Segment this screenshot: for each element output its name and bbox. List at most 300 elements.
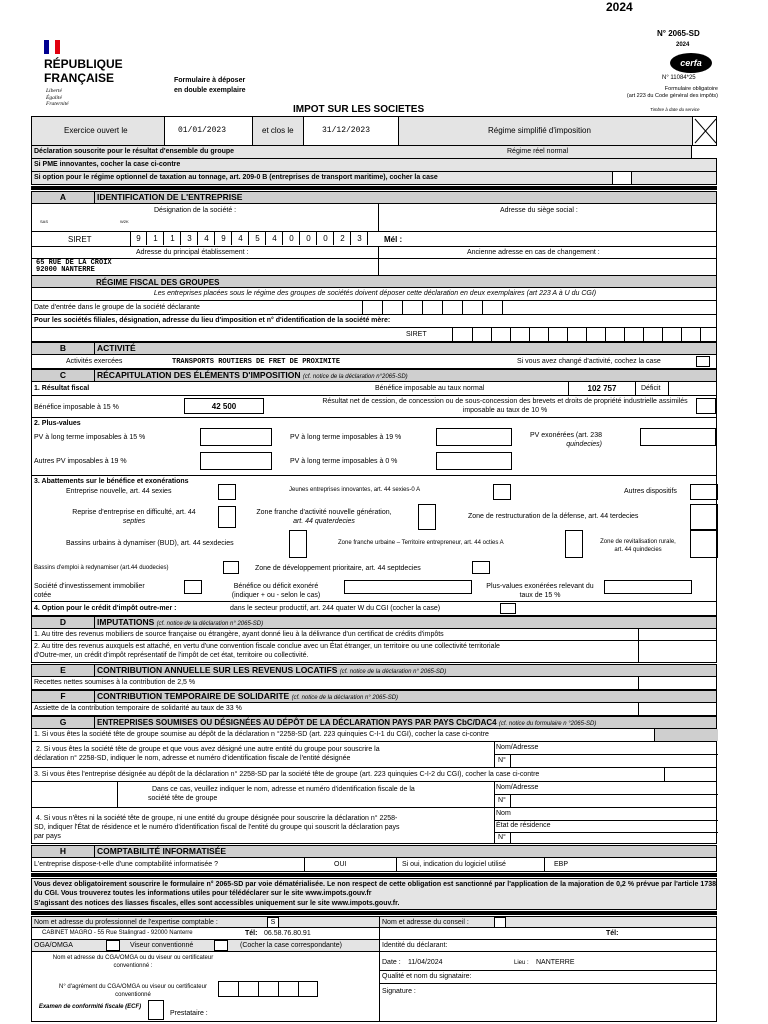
section-c-letter: C [32, 370, 95, 381]
motto-2: Égalité [46, 94, 62, 101]
section-c-title [95, 370, 716, 381]
cbc-hline-4a [495, 820, 718, 821]
cbc-spacer-3b [32, 782, 118, 807]
viseur-label: Viseur conventionné [130, 942, 194, 949]
cbc-box-1[interactable] [654, 729, 718, 741]
sas-tag: SAS [40, 219, 49, 224]
investment-label-2: cotée [34, 592, 52, 599]
new-company-text: Entreprise nouvelle, art. 44 sexies [66, 488, 172, 495]
section-f-title-text: CONTRIBUTION TEMPORAIRE DE SOLIDARITE [97, 691, 290, 701]
cerfa-number: N° 11084*25 [662, 75, 696, 81]
date-divider [442, 301, 443, 314]
agreement-divider [278, 982, 279, 996]
cbc-name-address-3b: Nom/Adresse [496, 784, 539, 791]
address-line-1: 65 RUE DE LA CROIX [36, 259, 112, 267]
activities-label: Activités exercées [66, 358, 123, 365]
provider-label: Prestataire : [170, 1010, 208, 1017]
siret-divider [605, 328, 606, 341]
counsel-label: Nom et adresse du conseil : [382, 919, 469, 926]
cbc-line-2a: 2. Si vous êtes la société tête de groupe et que vous avez désigné une autre entité du groupe pour souscrire la [36, 746, 380, 753]
rural-zone-label-2: art. 44 quindecies [614, 547, 662, 553]
overseas-label: 4. Option pour le crédit d'impôt outre-mer : [34, 605, 177, 612]
subsidiary-siret-boxes[interactable] [452, 328, 718, 341]
other-pv-box[interactable] [200, 452, 272, 470]
franc-zone-label [242, 508, 406, 526]
group-entry-row [31, 301, 717, 315]
siret-digit: 1 [148, 232, 164, 245]
section-d-title-note: (cf. notice de la déclaration n° 2065-SD) [156, 621, 264, 627]
exempt-profit-box[interactable] [344, 580, 472, 594]
oga-label: OGA/OMGA [34, 942, 73, 949]
section-f-title-note: (cf. notice de la déclaration n° 2065-SD) [291, 695, 399, 701]
regime-simplified-checkbox[interactable] [692, 117, 717, 145]
section-a-header [31, 191, 717, 204]
cbc-name-address: Nom/Adresse [496, 744, 539, 751]
siret-digit: 5 [250, 232, 266, 245]
investment-box[interactable] [184, 580, 202, 594]
rural-zone-box[interactable] [690, 530, 718, 558]
section-f-header [31, 690, 717, 703]
section-c-header [31, 369, 717, 382]
exempt-profit-label-1: Bénéfice ou déficit exonéré [233, 583, 319, 590]
pv-15-box[interactable] [200, 428, 272, 446]
cbc-state-4: État de résidence [496, 822, 551, 829]
expert-tel-label: Tél: [245, 930, 258, 937]
plus-values-label: 2. Plus-values [34, 420, 81, 427]
pv-15-label: PV à long terme imposables à 15 % [34, 434, 146, 441]
normal-rate-label: Bénéfice imposable au taux normal [375, 385, 485, 392]
siret-digit: 4 [267, 232, 283, 245]
net-result-box[interactable] [696, 398, 716, 414]
urban-free-zone-box[interactable] [565, 530, 583, 558]
footer-hline-6 [380, 983, 716, 984]
cbc-row-3 [31, 768, 717, 782]
footer-hline-4 [380, 951, 716, 952]
address-lines [31, 259, 717, 275]
ecf-label: Examen de conformité fiscale (ECF) [38, 1004, 142, 1010]
pv-exempt-label-2: quindecies) [566, 441, 602, 448]
section-g-header [31, 716, 717, 729]
section-g-title [95, 717, 716, 728]
cbc-line-3b-2: société tête de groupe [148, 795, 218, 802]
agreement-divider [258, 982, 259, 996]
siret-divider [681, 328, 682, 341]
date-value[interactable]: 11/04/2024 [408, 959, 443, 966]
mandatory-note [600, 86, 718, 100]
declarant-label: Identité du déclarant: [382, 942, 448, 949]
activity-row [31, 355, 717, 369]
stamp-note: Timbre à date du service [650, 107, 700, 112]
quality-label: Qualité et nom du signataire: [382, 973, 472, 980]
band-notice [31, 873, 717, 877]
cbc-line-3: 3. Si vous êtes l'entreprise désignée au dépôt de la déclaration n° 2258-SD par la société tête de groupe (art. 223 quinquies C-I-2 du CGI), cocher la case ci-contre [34, 771, 540, 778]
pv-exempt-label-1: PV exonérées (art. 238 [530, 432, 602, 439]
expert-label: Nom et adresse du professionnel de l'expertise comptable : [34, 919, 218, 926]
young-innov-box[interactable] [493, 484, 511, 500]
section-e-header [31, 664, 717, 677]
regime-real-checkbox[interactable] [691, 146, 717, 158]
footer-hline-3 [380, 939, 716, 940]
cbc-box-3[interactable] [664, 768, 718, 781]
section-f-letter: F [32, 691, 95, 702]
pv-0-box[interactable] [436, 452, 512, 470]
date-divider [482, 301, 483, 314]
section-a-title: IDENTIFICATION DE L'ENTREPRISE [95, 192, 716, 203]
cbc-divider-4 [494, 808, 495, 843]
cbc-num-2: N° [498, 757, 506, 764]
overseas-checkbox[interactable] [500, 603, 516, 614]
republic-line-1: RÉPUBLIQUE [44, 57, 123, 71]
section-c-title-text: RÉCAPITULATION DES ÉLÉMENTS D'IMPOSITION [97, 370, 301, 380]
group-declaration-row [31, 146, 717, 159]
agreement-divider [238, 982, 239, 996]
place-value[interactable]: NANTERRE [536, 959, 575, 966]
rental-row [31, 677, 717, 690]
imputation-box-1[interactable] [638, 629, 718, 640]
name-tag: W2K [120, 219, 129, 224]
footer-divider [379, 917, 380, 1021]
exercise-closed-label: et clos le [262, 126, 294, 135]
notice-line-1: Vous devez obligatoirement souscrire le formulaire n° 2065-SD par voie dématérialisée. Le non respect de cette obligation est sanctionné par l'application de la majoration de 0,2 % prévue par l'article 1738 du CGI. Vous trouverez toutes les informations utiles pour télédéclarer sur le site www.impots.gouv.fr [34, 881, 716, 897]
solidarity-box[interactable] [638, 703, 718, 715]
section-d-header [31, 616, 717, 629]
exempt-pv-box[interactable] [604, 580, 692, 594]
exercise-closed-value[interactable]: 31/12/2023 [322, 126, 371, 135]
activity-change-checkbox[interactable] [696, 356, 710, 367]
agreement-label: N° d'agrément du CGA/OMGA ou viseur ou certificateur conventionné [59, 984, 207, 998]
exempt-pv-label [476, 582, 604, 600]
defense-zone-box[interactable] [690, 504, 718, 530]
siret-divider [491, 328, 492, 341]
section-g-letter: G [32, 717, 95, 728]
siret-digits[interactable] [130, 232, 380, 246]
tonnage-label: Si option pour le régime optionnel de taxation au tonnage, art. 209-0 B (entreprises de transport maritime), cocher la case [34, 174, 438, 181]
exempt-profit-label-2: (indiquer + ou - selon le cas) [231, 592, 321, 599]
siret-divider [662, 328, 663, 341]
designation-block [31, 204, 717, 232]
tonnage-row [31, 172, 717, 185]
cbc-num-boxes-4[interactable] [510, 832, 718, 843]
siret-divider [472, 328, 473, 341]
section-e-letter: E [32, 665, 95, 676]
cbc-row-3b [31, 782, 717, 808]
imputation-line-2a: 2. Au titre des revenus auxquels est attaché, en vertu d'une convention fiscale conclue avec un État étranger, un territoire ou une collectivité territoriale [34, 643, 500, 650]
exempt-pv-label-2: taux de 15 % [519, 592, 561, 599]
deposit-note [174, 76, 246, 96]
other-devices-label: Autres dispositifs [624, 488, 677, 495]
imputation-row-1 [31, 629, 717, 641]
benefit-15-box[interactable] [184, 398, 264, 414]
motto-3: Fraternité [46, 101, 69, 107]
cbc-num-boxes-2[interactable] [510, 754, 718, 767]
franc-zone-label-1: Zone franche d'activité nouvelle génération, [256, 509, 392, 516]
cerfa-logo: cerfa [670, 53, 712, 73]
recovery-box[interactable] [218, 506, 236, 528]
agreement-boxes[interactable] [218, 981, 318, 997]
section-e-title [95, 665, 716, 676]
siret-divider [624, 328, 625, 341]
rental-box[interactable] [638, 677, 718, 689]
date-divider [422, 301, 423, 314]
overseas-note: dans le secteur productif, art. 244 quater W du CGI (cocher la case) [230, 605, 441, 612]
cbc-num-3b: N° [498, 797, 506, 804]
siret-digit: 1 [165, 232, 181, 245]
urban-free-zone-label: Zone franche urbaine – Territoire entrepreneur, art. 44 octies A [338, 540, 504, 546]
motto-1: Liberté [46, 88, 62, 94]
siret-digit: 3 [182, 232, 198, 245]
siret-digit: 9 [131, 232, 147, 245]
section-g-title-note: (cf. notice du formulaire n °2065-SD) [498, 721, 597, 727]
pme-row [31, 159, 717, 172]
siret-divider [700, 328, 701, 341]
mandatory-note-2: (art 223 du Code général des impôts) [626, 93, 718, 99]
siret-digit: 3 [352, 232, 368, 245]
result-row [31, 382, 717, 396]
pv-exempt-label [530, 431, 602, 449]
siret-divider [510, 328, 511, 341]
recovery-label [56, 508, 212, 526]
section-e-title-text: CONTRIBUTION ANNUELLE SUR LES REVENUS LOCATIFS [97, 665, 338, 675]
expert-tel-value: 06.58.76.80.91 [264, 930, 311, 937]
date-label: Date : [382, 959, 401, 966]
motto [46, 88, 69, 108]
plus-values-block [31, 418, 717, 476]
section-a-letter: A [32, 192, 95, 203]
address-divider [378, 247, 379, 258]
group-regime-header [31, 275, 717, 288]
cbc-num-4: N° [498, 834, 506, 841]
solidarity-line: Assiette de la contribution temporaire de solidarité au taux de 33 % [34, 705, 242, 712]
siret-divider [529, 328, 530, 341]
place-label: Lieu : [514, 960, 529, 966]
counsel-tel-label: Tél: [606, 930, 619, 937]
siret-divider [643, 328, 644, 341]
band-footer [31, 911, 717, 915]
section-f-title [95, 691, 716, 702]
new-company-label [66, 488, 171, 495]
cbc-line-4c: par pays [34, 833, 61, 840]
investment-label-1: Société d'investissement immobilier [34, 583, 145, 590]
old-address-label: Ancienne adresse en cas de changement : [467, 249, 600, 256]
solidarity-row [31, 703, 717, 716]
main-address-label: Adresse du principal établissement : [136, 249, 249, 256]
overseas-row [31, 602, 717, 616]
counsel-checkbox[interactable] [494, 917, 506, 928]
siret-digit: 9 [216, 232, 232, 245]
group-regime-note-row [31, 288, 717, 301]
form-title: IMPOT SUR LES SOCIETES [293, 104, 425, 115]
abatements-block [31, 476, 717, 602]
section-h-title: COMPTABILITÉ INFORMATISÉE [95, 846, 716, 857]
employment-basins-label: Bassins d'emploi à redynamiser (art.44 duodecies) [34, 565, 169, 571]
siret-digit: 2 [335, 232, 351, 245]
section-b-header [31, 342, 717, 355]
employment-basins-box[interactable] [223, 561, 239, 574]
deposit-note-2: en double exemplaire [174, 87, 246, 94]
group-entry-label: Date d'entrée dans le groupe de la société déclarante [34, 304, 200, 311]
footer-hline-5 [380, 970, 716, 971]
section-h-header [31, 845, 717, 858]
computerized-answer[interactable]: OUI [334, 861, 347, 868]
priority-zone-label [255, 565, 421, 572]
cbc-line-2b: déclaration n° 2258-SD, indiquer le nom, adresse et numéro d'identification fiscale de l'entité désignée [34, 755, 351, 762]
siret-digit: 0 [318, 232, 334, 245]
tick-note: (Cocher la case correspondante) [240, 942, 342, 949]
expert-s-box[interactable]: S [267, 917, 279, 928]
address-lines-divider [378, 259, 379, 275]
oga-checkbox[interactable] [106, 940, 120, 951]
section-e-title-note: (cf. notice de la déclaration n° 2065-SD) [339, 669, 447, 675]
imputation-line-1: 1. Au titre des revenus mobiliers de source française ou étrangère, ayant donné lieu à la délivrance d'un certificat de crédits d'impôts [34, 631, 444, 638]
siret-divider [586, 328, 587, 341]
group-regime-note: Les entreprises placées sous le régime des groupes de sociétés doivent déposer cette déclaration en deux exemplaires (art 223 A à U du CGI) [153, 290, 597, 297]
main-address-row [31, 247, 717, 259]
urban-basins-box[interactable] [289, 530, 307, 558]
rural-zone-label [586, 538, 690, 554]
deficit-box[interactable] [668, 382, 718, 395]
viseur-checkbox[interactable] [214, 940, 228, 951]
cbc-line-4b: SD, indiquer l'État de résidence et le numéro d'identification fiscal de l'entité du groupe qui souscrit la déclaration pays [34, 824, 400, 831]
ecf-checkbox[interactable] [148, 1000, 164, 1020]
exercise-opened-value[interactable]: 01/01/2023 [178, 126, 227, 135]
regime-real: Régime réel normal [507, 148, 569, 155]
exercise-opened-label: Exercice ouvert le [64, 126, 128, 135]
imputation-row-2 [31, 641, 717, 663]
result-label: 1. Résultat fiscal [34, 385, 90, 392]
activity-value[interactable]: TRANSPORTS ROUTIERS DE FRET DE PROXIMITE [172, 358, 341, 366]
section-d-title [95, 617, 716, 628]
republic-line-2: FRANÇAISE [44, 71, 115, 85]
expert-value: CABINET MAGRO - 55 Rue Stalingrad - 92000 Nanterre [42, 930, 193, 936]
deposit-note-1: Formulaire à déposer [174, 77, 246, 84]
rental-line: Recettes nettes soumises à la contribution de 2,5 % [34, 679, 196, 686]
date-divider [382, 301, 383, 314]
siret-digit: 0 [301, 232, 317, 245]
cbc-row-2 [31, 742, 717, 768]
siret-divider [567, 328, 568, 341]
other-pv-label: Autres PV imposables à 19 % [34, 458, 127, 465]
band-a [31, 186, 717, 190]
section-c-title-note: (cf. notice de la déclaration n°2065-SD) [302, 374, 408, 380]
cga-label: Nom et adresse du CGA/OMGA ou du viseur ou certificateur conventionné : [52, 955, 214, 969]
benefit-15-label: Bénéfice imposable à 15 % [34, 404, 119, 411]
exercise-block [31, 116, 717, 146]
software-label: Si oui, indication du logiciel utilisé [402, 861, 506, 868]
date-divider [402, 301, 403, 314]
siret-digit: 4 [199, 232, 215, 245]
subsidiary-siret-row [31, 328, 717, 342]
priority-zone-box[interactable] [472, 561, 490, 574]
address-line-2: 92000 NANTERRE [36, 266, 95, 274]
siret-label: SIRET [68, 235, 92, 244]
cbc-nom-4: Nom [496, 810, 511, 817]
cbc-row-4 [31, 808, 717, 844]
urban-basins-label: Bassins urbains à dynamiser (BUD), art. 44 sexdecies [66, 540, 234, 547]
pv-exempt-box[interactable] [640, 428, 716, 446]
h-divider-3 [544, 858, 545, 871]
imputation-line-2b: d'Outre-mer, un crédit d'impôt représentatif de l'impôt de cet état, territoire ou collectivité. [34, 652, 309, 659]
date-divider [462, 301, 463, 314]
group-regime-title: RÉGIME FISCAL DES GROUPES [96, 278, 220, 287]
young-innov-label: Jeunes entreprises innovantes, art. 44 sexies-0 A [289, 487, 421, 493]
section-d-letter: D [32, 617, 95, 628]
recovery-label-1: Reprise d'entreprise en difficulté, art. 44 [72, 509, 196, 516]
section-d-title-text: IMPUTATIONS [97, 617, 155, 627]
exempt-profit-label [212, 582, 340, 600]
computerized-question: L'entreprise dispose-t-elle d'une comptabilité informatisée ? [34, 861, 218, 868]
cbc-line-4a: 4. Si vous n'êtes ni la société tête de groupe, ni une entité du groupe désignée pour souscrire la déclaration n° 2258- [36, 815, 398, 822]
pv-19-box[interactable] [436, 428, 512, 446]
siret-digit: 4 [233, 232, 249, 245]
exempt-pv-label-1: Plus-values exonérées relevant du [486, 583, 594, 590]
h-divider-1 [304, 858, 305, 871]
cbc-row-1 [31, 729, 717, 742]
top-year: 2024 [606, 0, 633, 14]
benefit-15-row [31, 396, 717, 418]
mel-label: Mél : [384, 235, 403, 244]
section-g-title-text: ENTREPRISES SOUMISES OU DÉSIGNÉES AU DÉPÔT DE LA DÉCLARATION PAYS PAR PAYS CbC/DAC4 [97, 718, 497, 727]
franc-zone-label-2: art. 44 quaterdecies [293, 518, 355, 525]
regime-simplified: Régime simplifié d'imposition [488, 126, 591, 135]
other-devices-box[interactable] [690, 484, 718, 500]
pv-0-label: PV à long terme imposables à 0 % [290, 458, 398, 465]
form-year: 2024 [676, 42, 690, 48]
investment-label [34, 582, 182, 600]
pme-label: Si PME innovantes, cocher la case ci-contre [34, 161, 181, 168]
net-result-label: Résultat net de cession, de concession ou de sous-concession des brevets et droits de propriété industrielle assimilés imposable au taux de 10 % [322, 398, 688, 414]
subsidiary-siret-label: SIRET [406, 331, 427, 338]
benefit-15-value: 42 500 [211, 402, 237, 411]
cbc-line-1: 1. Si vous êtes la société tête de groupe soumise au dépôt de la déclaration n °2258-SD (art. 223 quinquies C-I-1 du CGI), cocher la case ci-contre [34, 731, 489, 738]
notice-line-2: S'agissant des notices des liasses fiscales, elles sont accessibles uniquement sur le site www.impots.gouv.fr. [34, 900, 400, 907]
new-company-box[interactable] [218, 484, 236, 500]
subsidiary-row [31, 315, 717, 328]
address-label: Adresse du siège social : [500, 207, 578, 214]
signature-label: Signature : [382, 988, 416, 995]
designation-label: Désignation de la société : [154, 207, 237, 214]
notice-block [31, 878, 717, 910]
h-divider-2 [396, 858, 397, 871]
siret-divider [548, 328, 549, 341]
group-entry-date-boxes[interactable] [362, 301, 518, 314]
marianne-logo [44, 40, 60, 54]
normal-rate-value: 102 757 [587, 384, 617, 393]
normal-rate-box[interactable] [568, 382, 636, 395]
section-h-letter: H [32, 846, 95, 857]
designation-divider [378, 204, 379, 231]
cbc-line-3b-1: Dans ce cas, veuillez indiquer le nom, adresse et numéro d'identification fiscale de la [152, 786, 415, 793]
tonnage-checkbox[interactable] [612, 172, 632, 184]
group-declaration-label: Déclaration souscrite pour le résultat d'ensemble du groupe [34, 148, 235, 155]
deficit-label: Déficit [641, 385, 661, 392]
cbc-num-boxes-3b[interactable] [510, 794, 718, 807]
computerized-row [31, 858, 717, 872]
software-value[interactable]: EBP [554, 861, 569, 868]
footer-hline-2 [32, 951, 379, 952]
abatements-label: 3. Abattements sur le bénéfice et exonérations [34, 478, 189, 485]
defense-zone-label: Zone de restructuration de la défense, art. 44 terdecies [468, 513, 639, 520]
recovery-label-2: septies [122, 518, 146, 525]
section-b-title: ACTIVITÉ [95, 343, 716, 354]
date-divider [502, 301, 503, 314]
franc-zone-box[interactable] [418, 504, 436, 530]
imputation-box-2[interactable] [638, 641, 718, 662]
activity-change-label: Si vous avez changé d'activité, cochez la case [517, 358, 661, 365]
mandatory-note-1: Formulaire obligatoire [664, 86, 718, 92]
siret-row [31, 232, 717, 247]
pv-19-label: PV à long terme imposables à 19 % [290, 434, 402, 441]
subsidiary-label: Pour les sociétés filiales, désignation, adresse du lieu d'imposition et n° d'identification de la société mère: [34, 317, 391, 324]
